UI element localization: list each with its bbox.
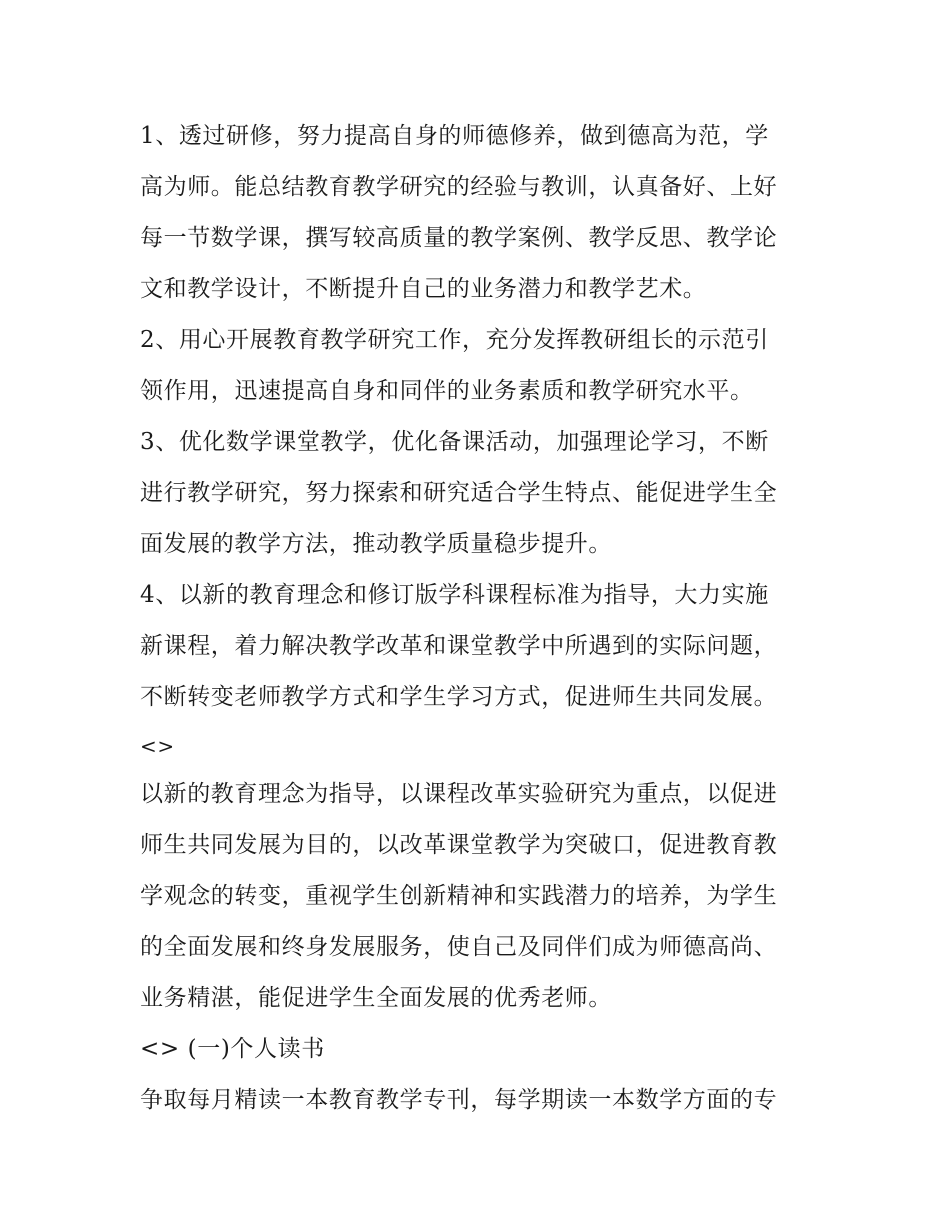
- text-line-17: 的全面发展和终身发展服务，使自己及同伴们成为师德高尚、: [140, 934, 778, 960]
- text-line-6: 领作用，迅速提高自身和同伴的业务素质和教学研究水平。: [140, 378, 754, 404]
- text-line-2: 高为师。能总结教育教学研究的经验与教训，认真备好、上好: [140, 174, 778, 200]
- text-line-15: 师生共同发展为目的，以改革课堂教学为突破口，促进教育教: [140, 832, 778, 858]
- text-line-16: 学观念的转变，重视学生创新精神和实践潜力的培养，为学生: [140, 883, 778, 909]
- text-line-7: 3、优化数学课堂教学，优化备课活动，加强理论学习，不断: [140, 429, 769, 455]
- text-line-4: 文和教学设计，不断提升自己的业务潜力和教学艺术。: [140, 276, 707, 302]
- document-body: [140, 111, 820, 1126]
- text-line-19: <> (一)个人读书: [140, 1036, 325, 1062]
- text-line-11: 新课程，着力解决教学改革和课堂教学中所遇到的实际问题，: [140, 633, 778, 659]
- text-line-5: 2、用心开展教育教学研究工作，充分发挥教研组长的示范引: [140, 327, 769, 353]
- text-line-10: 4、以新的教育理念和修订版学科课程标准为指导，大力实施: [140, 582, 769, 608]
- text-line-9: 面发展的教学方法，推动教学质量稳步提升。: [140, 531, 612, 557]
- text-line-1: 1、透过研修，努力提高自身的师德修养，做到德高为范，学: [140, 123, 769, 149]
- text-line-13: <>: [140, 734, 175, 758]
- text-line-8: 进行教学研究，努力探索和研究适合学生特点、能促进学生全: [140, 480, 778, 506]
- text-line-3: 每一节数学课，撰写较高质量的教学案例、教学反思、教学论: [140, 225, 778, 251]
- text-line-18: 业务精湛，能促进学生全面发展的优秀老师。: [140, 985, 612, 1011]
- text-line-20: 争取每月精读一本教育教学专刊，每学期读一本数学方面的专: [140, 1087, 778, 1113]
- text-line-14: 以新的教育理念为指导，以课程改革实验研究为重点，以促进: [140, 781, 778, 807]
- text-line-12: 不断转变老师教学方式和学生学习方式，促进师生共同发展。: [140, 684, 778, 710]
